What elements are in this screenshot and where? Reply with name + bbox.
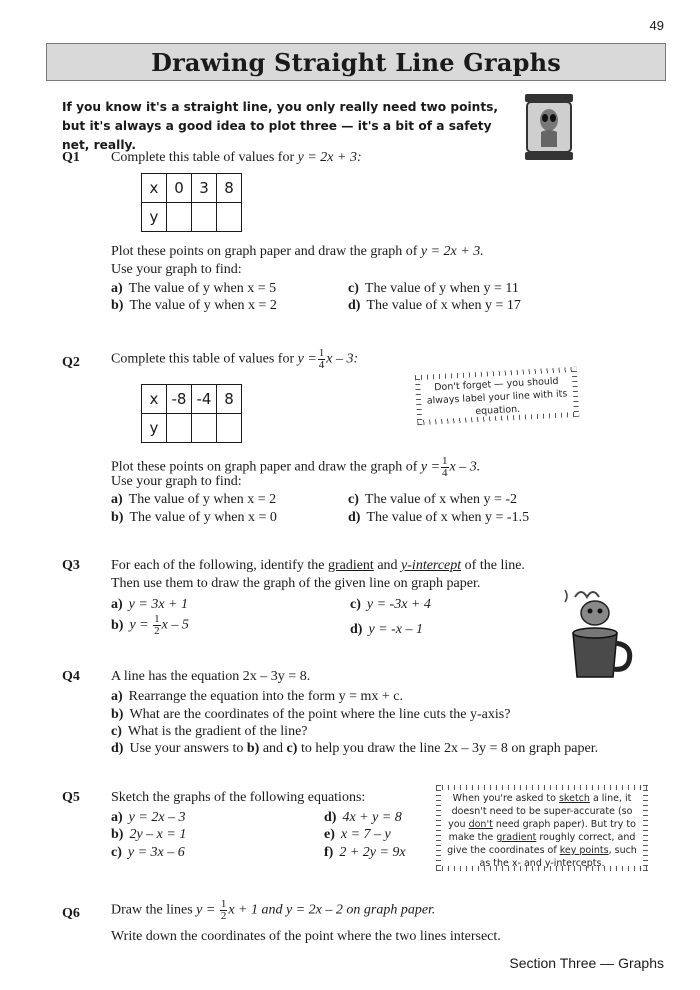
q1-x-cell: 0 <box>167 174 192 203</box>
cat-in-mug-icon <box>555 585 645 680</box>
q2-part-a: a) The value of y when x = 2 <box>111 492 277 507</box>
q5-stem: Sketch the graphs of the following equations: <box>111 790 366 805</box>
q5-tip-note: When you're asked to sketch a line, it doesn't need to be super-accurate (so you don't need graph paper). But try to make the gradient roughly correct, and give the coordinates of key points, such as the x- and y-intercepts. <box>436 785 648 871</box>
q2-tip-note: Don't forget — you should always label your line with its equation. <box>415 367 579 425</box>
q3-part-a: a) y = 3x + 1 <box>111 597 188 612</box>
q1-y-cell[interactable] <box>192 203 217 232</box>
q3-part-b: b) y = $\frac{1}{2}$ x – 5 <box>111 613 189 637</box>
alien-in-jar-icon <box>521 92 577 162</box>
q2-part-c: c) The value of x when y = -2 <box>348 492 518 507</box>
section-footer: Section Three — Graphs <box>509 955 664 971</box>
q6-line1: Draw the lines y = $\frac{1}{2}$ x + 1 and y = 2x – 2 on graph paper. <box>111 898 436 922</box>
q2-y-header: y <box>142 414 167 443</box>
q2-part-b: b) The value of y when x = 0 <box>111 510 277 525</box>
q2-prompt: Complete this table of values for y = $\frac{1}{4}$ x – 3: <box>111 347 359 371</box>
q5-part-a: a) y = 2x – 3 <box>111 810 186 825</box>
q1-part-c: c) The value of y when y = 11 <box>348 281 519 296</box>
q2-y-cell[interactable] <box>192 414 217 443</box>
intro-text: If you know it's a straight line, you only really need two points, but it's always a good idea to plot three — it's a bit of a safety net, really. <box>62 100 499 152</box>
q1-x-header: x <box>142 174 167 203</box>
q5-part-e: e) x = 7 – y <box>324 827 391 842</box>
q2-y-cell[interactable] <box>217 414 242 443</box>
q1-part-d: d) The value of x when y = 17 <box>348 298 521 313</box>
q2-plot-fraction: $\frac{1}{4}$ <box>442 455 448 479</box>
q1-values-table <box>141 173 242 232</box>
q6-fraction: $\frac{1}{2}$ <box>220 898 227 922</box>
q2-values-table <box>141 384 242 443</box>
q2-x-header: x <box>142 385 167 414</box>
q2-fraction: $\frac{1}{4}$ <box>318 347 325 371</box>
page-title: Drawing Straight Line Graphs <box>151 47 561 77</box>
q1-y-header: y <box>142 203 167 232</box>
q2-use-text: Use your graph to find: <box>111 474 242 489</box>
q4-part-d: d) Use your answers to b) and c) to help you draw the line 2x – 3y = 8 on graph paper. <box>111 741 599 756</box>
q5-part-f: f) 2 + 2y = 9x <box>324 845 406 860</box>
q3-number: Q3 <box>62 558 80 573</box>
q3-part-d: d) y = -x – 1 <box>350 622 423 637</box>
q3-fraction: $\frac{1}{2}$ <box>154 613 160 637</box>
q1-y-cell[interactable] <box>167 203 192 232</box>
q5-number: Q5 <box>62 790 80 805</box>
q3-line2: Then use them to draw the graph of the given line on graph paper. <box>111 576 481 591</box>
q3-line1: For each of the following, identify the gradient and y-intercept of the line. <box>111 558 525 573</box>
q4-part-b: b) What are the coordinates of the point where the line cuts the y-axis? <box>111 707 511 722</box>
q5-part-d: d) 4x + y = 8 <box>324 810 402 825</box>
page-number: 49 <box>649 18 664 33</box>
q4-stem: A line has the equation 2x – 3y = 8. <box>111 669 311 684</box>
q1-y-cell[interactable] <box>217 203 242 232</box>
q2-y-cell[interactable] <box>167 414 192 443</box>
q4-part-c: c) What is the gradient of the line? <box>111 724 308 739</box>
q1-use-text: Use your graph to find: <box>111 262 242 277</box>
q5-part-c: c) y = 3x – 6 <box>111 845 185 860</box>
q2-plot-text: Plot these points on graph paper and draw the graph of y = $\frac{1}{4}$ x – 3. <box>111 455 481 479</box>
q4-number: Q4 <box>62 669 80 684</box>
q1-x-cell: 3 <box>192 174 217 203</box>
q2-x-cell: -8 <box>167 385 192 414</box>
q6-number: Q6 <box>62 906 80 921</box>
q1-plot-text: Plot these points on graph paper and draw the graph of y = 2x + 3. <box>111 244 484 259</box>
page-title-box <box>46 43 666 81</box>
q1-x-cell: 8 <box>217 174 242 203</box>
q2-number: Q2 <box>62 355 80 370</box>
q3-part-c: c) y = -3x + 4 <box>350 597 431 612</box>
q5-part-b: b) 2y – x = 1 <box>111 827 187 842</box>
q1-number: Q1 <box>62 150 80 165</box>
q1-part-a: a) The value of y when x = 5 <box>111 281 277 296</box>
q6-line2: Write down the coordinates of the point where the two lines intersect. <box>111 929 501 944</box>
q2-x-cell: 8 <box>217 385 242 414</box>
q2-x-cell: -4 <box>192 385 217 414</box>
q1-prompt: Complete this table of values for y = 2x + 3: <box>111 150 362 165</box>
q2-part-d: d) The value of x when y = -1.5 <box>348 510 530 525</box>
q4-part-a: a) Rearrange the equation into the form y = mx + c. <box>111 689 403 704</box>
q1-part-b: b) The value of y when x = 2 <box>111 298 277 313</box>
